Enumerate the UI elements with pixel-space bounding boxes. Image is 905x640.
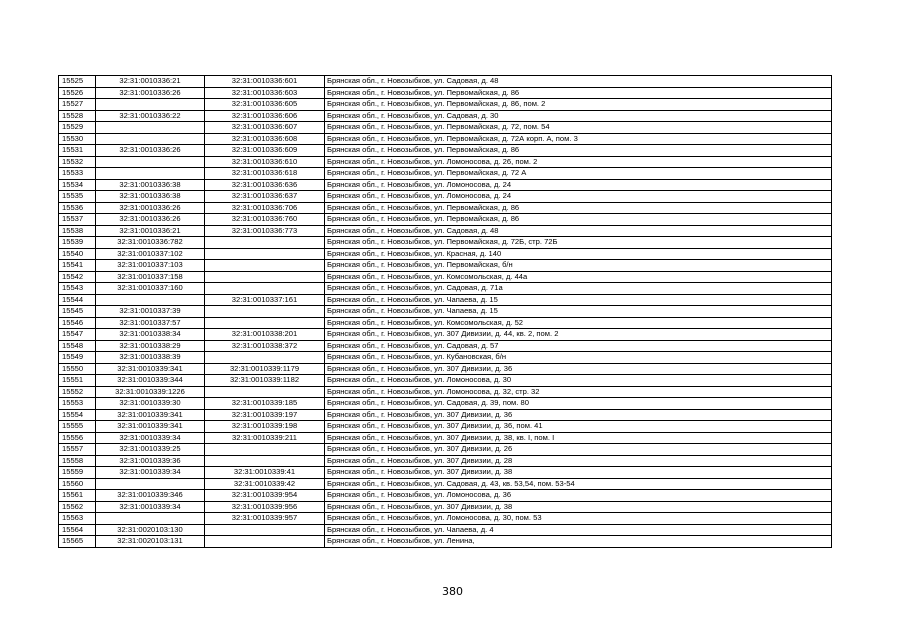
row-number-cell: 15542	[59, 271, 96, 283]
object-cadastral-number-cell: 32:31:0010336:606	[205, 110, 325, 122]
address-cell: Брянская обл., г. Новозыбков, ул. Чапаева, д. 4	[325, 524, 832, 536]
cadastral-number-cell: 32:31:0010337:102	[96, 248, 205, 260]
cadastral-number-cell: 32:31:0010339:341	[96, 363, 205, 375]
address-cell: Брянская обл., г. Новозыбков, ул. Первомайская, д. 72 А	[325, 168, 832, 180]
address-cell: Брянская обл., г. Новозыбков, ул. Чапаева, д. 15	[325, 306, 832, 318]
cadastral-number-cell: 32:31:0010339:25	[96, 444, 205, 456]
row-number-cell: 15565	[59, 536, 96, 548]
table-row	[59, 409, 832, 421]
address-cell: Брянская обл., г. Новозыбков, ул. Кубановская, б/н	[325, 352, 832, 364]
row-number-cell: 15527	[59, 99, 96, 111]
cadastral-number-cell: 32:31:0010339:30	[96, 398, 205, 410]
table-row	[59, 122, 832, 134]
address-cell: Брянская обл., г. Новозыбков, ул. 307 Дивизии, д. 28	[325, 455, 832, 467]
object-cadastral-number-cell: 32:31:0010339:956	[205, 501, 325, 513]
object-cadastral-number-cell	[205, 524, 325, 536]
row-number-cell: 15550	[59, 363, 96, 375]
table-row	[59, 340, 832, 352]
address-cell: Брянская обл., г. Новозыбков, ул. Первомайская, д. 72А корп. А, пом. 3	[325, 133, 832, 145]
row-number-cell: 15525	[59, 76, 96, 88]
object-cadastral-number-cell: 32:31:0010336:608	[205, 133, 325, 145]
cadastral-number-cell: 32:31:0010339:1226	[96, 386, 205, 398]
row-number-cell: 15559	[59, 467, 96, 479]
row-number-cell: 15532	[59, 156, 96, 168]
object-cadastral-number-cell: 32:31:0010336:601	[205, 76, 325, 88]
row-number-cell: 15529	[59, 122, 96, 134]
row-number-cell: 15543	[59, 283, 96, 295]
table-row	[59, 455, 832, 467]
cadastral-number-cell	[96, 294, 205, 306]
table-row	[59, 317, 832, 329]
address-cell: Брянская обл., г. Новозыбков, ул. Садовая, д. 48	[325, 225, 832, 237]
address-cell: Брянская обл., г. Новозыбков, ул. Ленина,	[325, 536, 832, 548]
table-row	[59, 478, 832, 490]
address-cell: Брянская обл., г. Новозыбков, ул. 307 Дивизии, д. 36	[325, 363, 832, 375]
table-row	[59, 260, 832, 272]
table-row	[59, 156, 832, 168]
row-number-cell: 15554	[59, 409, 96, 421]
address-cell: Брянская обл., г. Новозыбков, ул. Ломоносова, д. 26, пом. 2	[325, 156, 832, 168]
cadastral-number-cell: 32:31:0010339:34	[96, 432, 205, 444]
row-number-cell: 15533	[59, 168, 96, 180]
table-row	[59, 76, 832, 88]
table-row	[59, 191, 832, 203]
table-row	[59, 99, 832, 111]
object-cadastral-number-cell: 32:31:0010336:609	[205, 145, 325, 157]
registry-table	[58, 75, 832, 548]
object-cadastral-number-cell	[205, 248, 325, 260]
address-cell: Брянская обл., г. Новозыбков, ул. Первомайская, д. 86	[325, 145, 832, 157]
table-row	[59, 398, 832, 410]
row-number-cell: 15544	[59, 294, 96, 306]
table-row	[59, 444, 832, 456]
object-cadastral-number-cell: 32:31:0010336:607	[205, 122, 325, 134]
address-cell: Брянская обл., г. Новозыбков, ул. Ломоносова, д. 24	[325, 191, 832, 203]
address-cell: Брянская обл., г. Новозыбков, ул. Первомайская, д. 72Б, стр. 72Б	[325, 237, 832, 249]
row-number-cell: 15545	[59, 306, 96, 318]
cadastral-number-cell: 32:31:0010336:21	[96, 225, 205, 237]
address-cell: Брянская обл., г. Новозыбков, ул. Ломоносова, д. 32, стр. 32	[325, 386, 832, 398]
table-row	[59, 329, 832, 341]
address-cell: Брянская обл., г. Новозыбков, ул. Чапаева, д. 15	[325, 294, 832, 306]
row-number-cell: 15562	[59, 501, 96, 513]
object-cadastral-number-cell: 32:31:0010338:372	[205, 340, 325, 352]
address-cell: Брянская обл., г. Новозыбков, ул. 307 Дивизии, д. 44, кв. 2, пом. 2	[325, 329, 832, 341]
cadastral-number-cell: 32:31:0010336:782	[96, 237, 205, 249]
cadastral-number-cell: 32:31:0010339:341	[96, 421, 205, 433]
object-cadastral-number-cell: 32:31:0010339:1182	[205, 375, 325, 387]
cadastral-number-cell	[96, 168, 205, 180]
address-cell: Брянская обл., г. Новозыбков, ул. Первомайская, б/н	[325, 260, 832, 272]
cadastral-number-cell	[96, 478, 205, 490]
row-number-cell: 15563	[59, 513, 96, 525]
address-cell: Брянская обл., г. Новозыбков, ул. 307 Дивизии, д. 38, кв. I, пом. I	[325, 432, 832, 444]
table-row	[59, 513, 832, 525]
address-cell: Брянская обл., г. Новозыбков, ул. Ломоносова, д. 30, пом. 53	[325, 513, 832, 525]
table-row	[59, 536, 832, 548]
address-cell: Брянская обл., г. Новозыбков, ул. Красная, д. 140	[325, 248, 832, 260]
address-cell: Брянская обл., г. Новозыбков, ул. Садовая, д. 30	[325, 110, 832, 122]
page-number: 380	[442, 585, 463, 598]
object-cadastral-number-cell: 32:31:0010339:957	[205, 513, 325, 525]
row-number-cell: 15537	[59, 214, 96, 226]
address-cell: Брянская обл., г. Новозыбков, ул. Садовая, д. 39, пом. 80	[325, 398, 832, 410]
row-number-cell: 15538	[59, 225, 96, 237]
table-row	[59, 386, 832, 398]
table-row	[59, 432, 832, 444]
object-cadastral-number-cell: 32:31:0010339:41	[205, 467, 325, 479]
object-cadastral-number-cell: 32:31:0010336:706	[205, 202, 325, 214]
cadastral-number-cell: 32:31:0010336:21	[96, 76, 205, 88]
object-cadastral-number-cell: 32:31:0010339:42	[205, 478, 325, 490]
cadastral-number-cell: 32:31:0010336:26	[96, 214, 205, 226]
cadastral-number-cell: 32:31:0010336:26	[96, 145, 205, 157]
table-row	[59, 87, 832, 99]
cadastral-number-cell: 32:31:0010337:160	[96, 283, 205, 295]
address-cell: Брянская обл., г. Новозыбков, ул. 307 Дивизии, д. 38	[325, 467, 832, 479]
object-cadastral-number-cell: 32:31:0010339:211	[205, 432, 325, 444]
object-cadastral-number-cell: 32:31:0010336:637	[205, 191, 325, 203]
address-cell: Брянская обл., г. Новозыбков, ул. 307 Дивизии, д. 38	[325, 501, 832, 513]
address-cell: Брянская обл., г. Новозыбков, ул. Первомайская, д. 86	[325, 87, 832, 99]
row-number-cell: 15541	[59, 260, 96, 272]
address-cell: Брянская обл., г. Новозыбков, ул. Садовая, д. 71а	[325, 283, 832, 295]
object-cadastral-number-cell: 32:31:0010339:1179	[205, 363, 325, 375]
address-cell: Брянская обл., г. Новозыбков, ул. Первомайская, д. 86	[325, 202, 832, 214]
object-cadastral-number-cell: 32:31:0010339:197	[205, 409, 325, 421]
table-row	[59, 490, 832, 502]
object-cadastral-number-cell: 32:31:0010336:760	[205, 214, 325, 226]
cadastral-number-cell: 32:31:0010337:158	[96, 271, 205, 283]
cadastral-number-cell: 32:31:0010336:26	[96, 87, 205, 99]
row-number-cell: 15536	[59, 202, 96, 214]
address-cell: Брянская обл., г. Новозыбков, ул. 307 Дивизии, д. 26	[325, 444, 832, 456]
object-cadastral-number-cell	[205, 283, 325, 295]
row-number-cell: 15540	[59, 248, 96, 260]
object-cadastral-number-cell	[205, 386, 325, 398]
table-row	[59, 145, 832, 157]
address-cell: Брянская обл., г. Новозыбков, ул. Ломоносова, д. 36	[325, 490, 832, 502]
cadastral-number-cell: 32:31:0010338:29	[96, 340, 205, 352]
cadastral-number-cell: 32:31:0010337:103	[96, 260, 205, 272]
object-cadastral-number-cell: 32:31:0010336:618	[205, 168, 325, 180]
table-row	[59, 467, 832, 479]
row-number-cell: 15552	[59, 386, 96, 398]
object-cadastral-number-cell	[205, 306, 325, 318]
cadastral-number-cell: 32:31:0010336:26	[96, 202, 205, 214]
table-row	[59, 202, 832, 214]
object-cadastral-number-cell	[205, 260, 325, 272]
cadastral-number-cell: 32:31:0010337:39	[96, 306, 205, 318]
table-row	[59, 352, 832, 364]
table-row	[59, 421, 832, 433]
object-cadastral-number-cell	[205, 352, 325, 364]
address-cell: Брянская обл., г. Новозыбков, ул. Первомайская, д. 86, пом. 2	[325, 99, 832, 111]
row-number-cell: 15557	[59, 444, 96, 456]
table-row	[59, 271, 832, 283]
address-cell: Брянская обл., г. Новозыбков, ул. Комсомольская, д. 44а	[325, 271, 832, 283]
row-number-cell: 15534	[59, 179, 96, 191]
table-row	[59, 294, 832, 306]
object-cadastral-number-cell	[205, 455, 325, 467]
row-number-cell: 15530	[59, 133, 96, 145]
registry-table-body	[59, 76, 832, 548]
cadastral-number-cell: 32:31:0010339:344	[96, 375, 205, 387]
table-row	[59, 214, 832, 226]
address-cell: Брянская обл., г. Новозыбков, ул. Первомайская, д. 86	[325, 214, 832, 226]
row-number-cell: 15535	[59, 191, 96, 203]
cadastral-number-cell: 32:31:0010339:34	[96, 467, 205, 479]
object-cadastral-number-cell	[205, 237, 325, 249]
row-number-cell: 15531	[59, 145, 96, 157]
cadastral-number-cell: 32:31:0010337:57	[96, 317, 205, 329]
table-row	[59, 363, 832, 375]
row-number-cell: 15560	[59, 478, 96, 490]
table-row	[59, 501, 832, 513]
object-cadastral-number-cell	[205, 536, 325, 548]
object-cadastral-number-cell: 32:31:0010336:603	[205, 87, 325, 99]
row-number-cell: 15561	[59, 490, 96, 502]
row-number-cell: 15551	[59, 375, 96, 387]
table-row	[59, 179, 832, 191]
table-row	[59, 225, 832, 237]
cadastral-number-cell: 32:31:0010339:36	[96, 455, 205, 467]
row-number-cell: 15526	[59, 87, 96, 99]
row-number-cell: 15539	[59, 237, 96, 249]
row-number-cell: 15558	[59, 455, 96, 467]
object-cadastral-number-cell: 32:31:0010336:605	[205, 99, 325, 111]
cadastral-number-cell: 32:31:0020103:130	[96, 524, 205, 536]
address-cell: Брянская обл., г. Новозыбков, ул. 307 Дивизии, д. 36	[325, 409, 832, 421]
address-cell: Брянская обл., г. Новозыбков, ул. Садовая, д. 43, кв. 53,54, пом. 53-54	[325, 478, 832, 490]
object-cadastral-number-cell	[205, 271, 325, 283]
object-cadastral-number-cell: 32:31:0010336:773	[205, 225, 325, 237]
row-number-cell: 15546	[59, 317, 96, 329]
table-row	[59, 168, 832, 180]
table-row	[59, 133, 832, 145]
row-number-cell: 15553	[59, 398, 96, 410]
cadastral-number-cell	[96, 513, 205, 525]
cadastral-number-cell: 32:31:0020103:131	[96, 536, 205, 548]
object-cadastral-number-cell: 32:31:0010336:610	[205, 156, 325, 168]
object-cadastral-number-cell	[205, 317, 325, 329]
object-cadastral-number-cell: 32:31:0010339:185	[205, 398, 325, 410]
cadastral-number-cell: 32:31:0010336:22	[96, 110, 205, 122]
row-number-cell: 15528	[59, 110, 96, 122]
cadastral-number-cell: 32:31:0010338:34	[96, 329, 205, 341]
address-cell: Брянская обл., г. Новозыбков, ул. 307 Дивизии, д. 36, пом. 41	[325, 421, 832, 433]
table-row	[59, 237, 832, 249]
table-row	[59, 375, 832, 387]
cadastral-number-cell: 32:31:0010339:34	[96, 501, 205, 513]
table-row	[59, 248, 832, 260]
address-cell: Брянская обл., г. Новозыбков, ул. Ломоносова, д. 24	[325, 179, 832, 191]
cadastral-number-cell: 32:31:0010336:38	[96, 179, 205, 191]
cadastral-number-cell	[96, 133, 205, 145]
cadastral-number-cell: 32:31:0010339:341	[96, 409, 205, 421]
row-number-cell: 15564	[59, 524, 96, 536]
object-cadastral-number-cell: 32:31:0010338:201	[205, 329, 325, 341]
object-cadastral-number-cell: 32:31:0010339:954	[205, 490, 325, 502]
table-row	[59, 283, 832, 295]
object-cadastral-number-cell: 32:31:0010339:198	[205, 421, 325, 433]
table-row	[59, 110, 832, 122]
row-number-cell: 15548	[59, 340, 96, 352]
table-row	[59, 524, 832, 536]
address-cell: Брянская обл., г. Новозыбков, ул. Ломоносова, д. 30	[325, 375, 832, 387]
address-cell: Брянская обл., г. Новозыбков, ул. Садовая, д. 48	[325, 76, 832, 88]
cadastral-number-cell	[96, 156, 205, 168]
address-cell: Брянская обл., г. Новозыбков, ул. Комсомольская, д. 52	[325, 317, 832, 329]
cadastral-number-cell: 32:31:0010338:39	[96, 352, 205, 364]
cadastral-number-cell: 32:31:0010339:346	[96, 490, 205, 502]
object-cadastral-number-cell: 32:31:0010336:636	[205, 179, 325, 191]
object-cadastral-number-cell: 32:31:0010337:161	[205, 294, 325, 306]
cadastral-number-cell	[96, 99, 205, 111]
table-row	[59, 306, 832, 318]
cadastral-number-cell: 32:31:0010336:38	[96, 191, 205, 203]
address-cell: Брянская обл., г. Новозыбков, ул. Садовая, д. 57	[325, 340, 832, 352]
address-cell: Брянская обл., г. Новозыбков, ул. Первомайская, д. 72, пом. 54	[325, 122, 832, 134]
object-cadastral-number-cell	[205, 444, 325, 456]
row-number-cell: 15556	[59, 432, 96, 444]
row-number-cell: 15547	[59, 329, 96, 341]
cadastral-number-cell	[96, 122, 205, 134]
row-number-cell: 15549	[59, 352, 96, 364]
row-number-cell: 15555	[59, 421, 96, 433]
